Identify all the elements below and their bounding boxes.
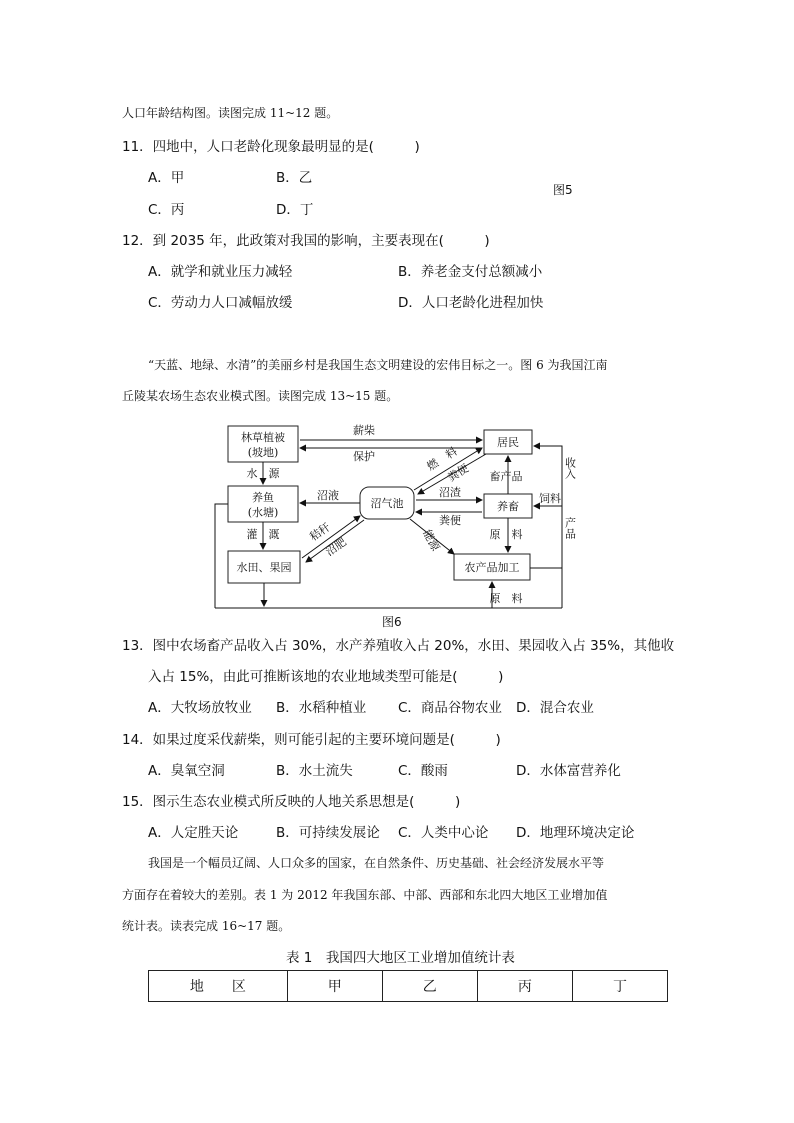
q13-option-d: D．混合农业 [516, 700, 594, 716]
intro-text-2-line-2: 丘陵某农场生态农业模式图。读图完成 13~15 题。 [122, 389, 399, 403]
figure-6-ecological-agriculture-diagram [210, 418, 576, 630]
q14-option-c: C．酸雨 [398, 763, 448, 779]
node-biogas-label: 沼气池 [370, 497, 404, 510]
label-irrigate: 灌 溉 [246, 528, 280, 541]
node-processing [454, 554, 530, 580]
question-13-stem-line-1: 13．图中农场畜产品收入占 30%，水产养殖收入占 20%，水田、果园收入占 35%，其他收 [122, 638, 675, 654]
intro-text-1: 人口年龄结构图。读图完成 11~12 题。 [122, 106, 339, 120]
table-header-cell: 丙 [477, 971, 572, 1002]
node-forest-sublabel: (坡地) [247, 446, 279, 459]
table-1-title: 表 1 我国四大地区工业增加值统计表 [286, 950, 515, 966]
q13-option-a: A．大牧场放牧业 [148, 700, 252, 716]
q15-option-a: A．人定胜天论 [148, 825, 239, 841]
intro-text-3-line-1: 我国是一个幅员辽阔、人口众多的国家，在自然条件、历史基础、社会经济发展水平等 [148, 856, 605, 870]
question-12-stem: 12．到 2035 年，此政策对我国的影响，主要表现在( ) [122, 233, 490, 249]
table-header-cell: 甲 [287, 971, 382, 1002]
label-slurry: 沼液 [317, 489, 339, 502]
node-resident [484, 430, 532, 454]
node-resident-label: 居民 [497, 436, 519, 449]
q13-option-c: C．商品谷物农业 [398, 700, 502, 716]
q15-option-c: C．人类中心论 [398, 825, 489, 841]
q14-option-b: B．水土流失 [276, 763, 353, 779]
q15-option-d: D．地理环境决定论 [516, 825, 635, 841]
label-residue: 沼渣 [439, 486, 461, 499]
table-header-cell: 乙 [382, 971, 477, 1002]
table-header-cell: 地 区 [149, 971, 288, 1002]
q11-option-d: D．丁 [276, 202, 314, 218]
q14-option-d: D．水体富营养化 [516, 763, 621, 779]
figure-6-caption: 图6 [382, 615, 402, 629]
label-income: 收入 [563, 457, 576, 479]
table-row [149, 971, 668, 1002]
node-processing-label: 农产品加工 [464, 561, 520, 574]
label-water-source: 水 源 [246, 467, 280, 480]
node-fish-sublabel: (水塘) [247, 506, 279, 519]
node-fish-pond [228, 486, 298, 522]
label-firewood: 薪柴 [353, 424, 375, 437]
q11-option-b: B．乙 [276, 170, 313, 186]
intro-text-3-line-3: 统计表。读表完成 16~17 题。 [122, 919, 291, 933]
q14-option-a: A．臭氧空洞 [148, 763, 225, 779]
question-13-stem-line-2: 入占 15%，由此可推断该地的农业地域类型可能是( ) [148, 669, 504, 685]
question-11-stem: 11．四地中，人口老龄化现象最明显的是( ) [122, 139, 420, 155]
label-fertilizer: 沼肥 [323, 535, 349, 559]
node-forest-label: 林草植被 [241, 431, 285, 444]
node-field-label: 水田、果园 [236, 561, 292, 574]
q15-option-b: B．可持续发展论 [276, 825, 380, 841]
label-energy: 能源 [420, 527, 442, 554]
label-raw-material-1: 原 料 [489, 528, 523, 541]
q12-option-c: C．劳动力人口减幅放缓 [148, 295, 293, 311]
node-fish-label: 养鱼 [252, 491, 274, 504]
label-feed: 饲料 [539, 492, 561, 505]
node-forest [228, 426, 298, 462]
label-raw-material-2: 原 料 [489, 592, 523, 605]
q12-option-d: D．人口老龄化进程加快 [398, 295, 544, 311]
figure-5-caption: 图5 [553, 183, 573, 197]
q13-option-b: B．水稻种植业 [276, 700, 367, 716]
intro-text-2-line-1: “天蓝、地绿、水清”的美丽乡村是我国生态文明建设的宏伟目标之一。图 6 为我国江南 [148, 358, 608, 372]
node-field-orchard [228, 551, 300, 583]
node-livestock-label: 养畜 [497, 500, 519, 513]
question-15-stem: 15．图示生态农业模式所反映的人地关系思想是( ) [122, 794, 461, 810]
label-straw: 秸秆 [307, 520, 333, 544]
intro-text-3-line-2: 方面存在着较大的差别。表 1 为 2012 年我国东部、中部、西部和东北四大地区工业增加值 [122, 888, 608, 902]
table-header-cell: 丁 [572, 971, 667, 1002]
node-livestock [484, 494, 532, 518]
label-fuel: 燃 料 [424, 444, 460, 474]
q11-option-c: C．丙 [148, 202, 185, 218]
label-product: 产品 [563, 517, 576, 539]
label-livestock-product: 畜产品 [489, 470, 523, 483]
q11-option-a: A．甲 [148, 170, 185, 186]
table-1 [148, 970, 668, 1002]
label-manure-resident: 粪便 [445, 461, 471, 485]
label-manure-livestock: 粪便 [439, 514, 461, 527]
node-biogas [360, 487, 414, 519]
q12-option-b: B．养老金支付总额减小 [398, 264, 543, 280]
q12-option-a: A．就学和就业压力减轻 [148, 264, 293, 280]
label-protect: 保护 [353, 450, 375, 463]
question-14-stem: 14．如果过度采伐薪柴，则可能引起的主要环境问题是( ) [122, 732, 501, 748]
